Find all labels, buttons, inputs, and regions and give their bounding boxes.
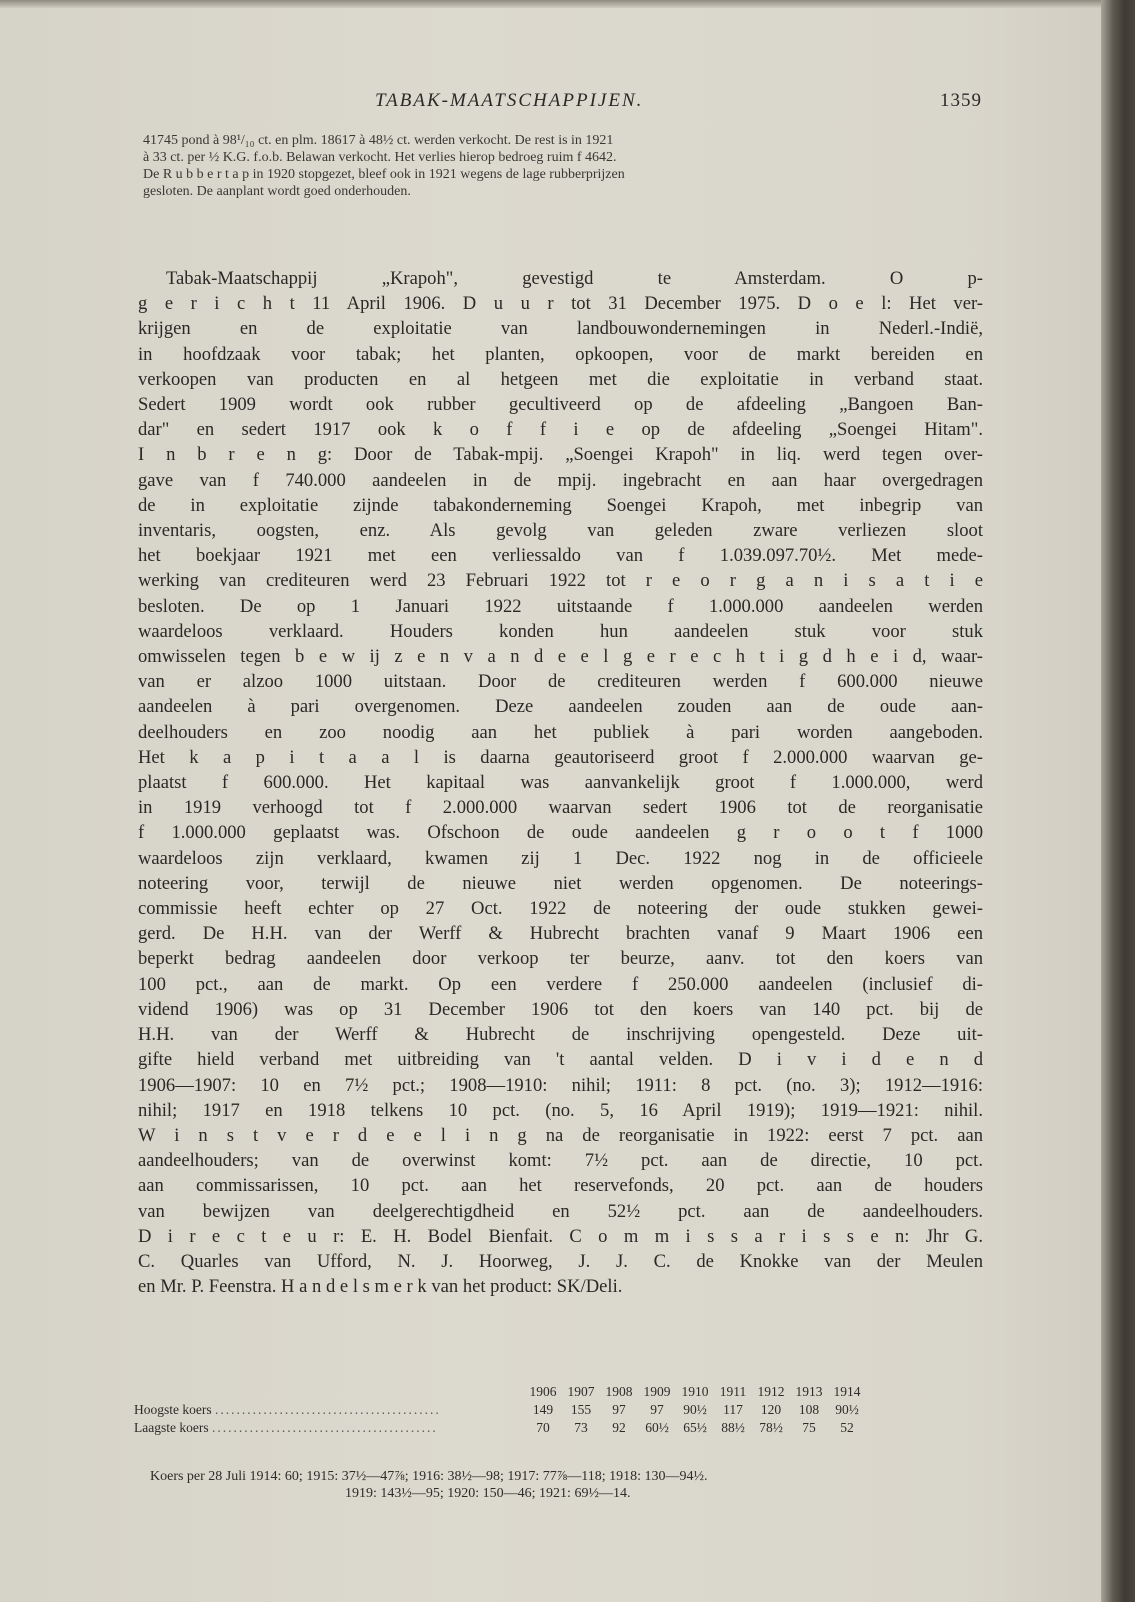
- table-cell: 52: [840, 1420, 854, 1435]
- text-line: W i n s t v e r d e e l i n g na de reorganisatie in 1922: eerst 7 pct. aan: [138, 1124, 983, 1146]
- year-header: 1914: [833, 1384, 861, 1399]
- year-header: 1913: [795, 1384, 823, 1399]
- text-line: omwisselen tegen b e w ij z e n v a n d e e l g e r e c h t i g d h e i d, waar-: [138, 646, 983, 668]
- text-line: het boekjaar 1921 met een verliessaldo van f 1.039.097.70½. Met mede-: [138, 545, 983, 567]
- text-line: plaatst f 600.000. Het kapitaal was aanvankelijk groot f 1.000.000, werd: [138, 772, 983, 794]
- text-line: gerd. De H.H. van der Werff & Hubrecht brachten vanaf 9 Maart 1906 een: [138, 923, 983, 945]
- year-header: 1906: [529, 1384, 557, 1399]
- table-cell: 88½: [721, 1420, 745, 1435]
- text-line: inventaris, oogsten, enz. Als gevolg van geleden zware verliezen sloot: [138, 520, 983, 542]
- text-line: g e r i c h t 11 April 1906. D u u r tot 31 December 1975. D o e l: Het ver-: [138, 293, 983, 315]
- text-line: 41745 pond à 98¹/₁₀ ct. en plm. 18617 à 48½ ct. werden verkocht. De rest is in 1921: [143, 133, 614, 148]
- text-line: D i r e c t e u r: E. H. Bodel Bienfait. C o m m i s s a r i s s e n: Jhr G.: [138, 1225, 983, 1247]
- text-line: de in exploitatie zijnde tabakonderneming Soengei Krapoh, met inbegrip van: [138, 494, 983, 516]
- year-header: 1910: [681, 1384, 709, 1399]
- company-entry-krapoh: [138, 266, 983, 1299]
- text-line: Tabak-Maatschappij „Krapoh", gevestigd te Amsterdam. O p-: [166, 268, 983, 289]
- table-row-laagste: [134, 1419, 866, 1437]
- table-cell: 155: [570, 1402, 592, 1417]
- table-cell: 73: [574, 1420, 588, 1435]
- text-line: dar" en sedert 1917 ook k o f f i e op de afdeeling „Soengei Hitam".: [138, 419, 983, 441]
- koers-footnote: [150, 1468, 970, 1502]
- text-line: besloten. De op 1 Januari 1922 uitstaande f 1.000.000 aandeelen werden: [138, 595, 983, 617]
- text-line: nihil; 1917 en 1918 telkens 10 pct. (no. 5, 16 April 1919); 1919—1921: nihil.: [138, 1099, 983, 1121]
- table-cell: 108: [798, 1402, 820, 1417]
- text-line: gesloten. De aanplant wordt goed onderhouden.: [143, 184, 411, 199]
- text-line: aan commissarissen, 10 pct. aan het reservefonds, 20 pct. aan de houders: [138, 1175, 983, 1197]
- page-top-edge: [0, 0, 1135, 8]
- continued-paragraph: [143, 132, 981, 200]
- page-number: 1359: [940, 90, 982, 111]
- table-cell: 90½: [683, 1402, 707, 1417]
- footnote-line: 1919: 143½—95; 1920: 150—46; 1921: 69½—14.: [345, 1486, 631, 1501]
- text-line: H.H. van der Werff & Hubrecht de inschrijving opengesteld. Deze uit-: [138, 1024, 983, 1046]
- row-label-hoogste: [134, 1401, 524, 1419]
- text-line: in hoofdzaak voor tabak; het planten, opkoopen, voor de markt bereiden en: [138, 343, 983, 365]
- book-binding-edge: [1101, 0, 1135, 1602]
- year-header: 1912: [757, 1384, 785, 1399]
- text-line: C. Quarles van Ufford, N. J. Hoorweg, J. J. C. de Knokke van der Meulen: [138, 1250, 983, 1272]
- footnote-line: Koers per 28 Juli 1914: 60; 1915: 37½—47⅞; 1916: 38½—98; 1917: 77⅞—118; 1918: 130—94½.: [150, 1469, 708, 1484]
- text-line: werking van crediteuren werd 23 Februari 1922 tot r e o r g a n i s a t i e: [138, 570, 983, 592]
- text-line: vidend 1906) was op 31 December 1906 tot den koers van 140 pct. bij de: [138, 998, 983, 1020]
- table-cell: 117: [723, 1402, 743, 1417]
- row-label-text: Laagste koers: [134, 1420, 209, 1435]
- text-line: verkoopen van producten en al hetgeen met die exploitatie in verband staat.: [138, 368, 983, 390]
- text-line: en Mr. P. Feenstra. H a n d e l s m e r k van het product: SK/Deli.: [138, 1276, 623, 1298]
- text-line: aandeelhouders; van de overwinst komt: 7½ pct. aan de directie, 10 pct.: [138, 1150, 983, 1172]
- table-cell: 120: [760, 1402, 782, 1417]
- text-line: à 33 ct. per ½ K.G. f.o.b. Belawan verkocht. Het verlies hierop bedroeg ruim f 4642.: [143, 150, 617, 165]
- text-line: aandeelen à pari overgenomen. Deze aandeelen zouden aan de oude aan-: [138, 696, 983, 718]
- koers-table: [134, 1383, 866, 1437]
- text-line: waardeloos zijn verklaard, kwamen zij 1 Dec. 1922 nog in de officieele: [138, 847, 983, 869]
- table-row-hoogste: [134, 1401, 866, 1419]
- year-header: 1907: [567, 1384, 595, 1399]
- running-title: TABAK-MAATSCHAPPIJEN.: [375, 90, 644, 111]
- koers-table-header-row: [134, 1383, 866, 1401]
- year-header: 1911: [719, 1384, 747, 1399]
- koers-table-corner: [134, 1383, 524, 1401]
- text-line: van bewijzen van deelgerechtigdheid en 52½ pct. aan de aandeelhouders.: [138, 1200, 983, 1222]
- table-cell: 90½: [835, 1402, 859, 1417]
- text-line: De R u b b e r t a p in 1920 stopgezet, bleef ook in 1921 wegens de lage rubberprijzen: [143, 167, 625, 182]
- text-line: Sedert 1909 wordt ook rubber gecultiveerd op de afdeeling „Bangoen Ban-: [138, 394, 983, 416]
- row-label-text: Hoogste koers: [134, 1402, 212, 1417]
- table-cell: 75: [802, 1420, 816, 1435]
- text-line: gave van f 740.000 aandeelen in de mpij. ingebracht en aan haar overgedragen: [138, 469, 983, 491]
- text-line: waardeloos verklaard. Houders konden hun aandeelen stuk voor stuk: [138, 620, 983, 642]
- text-line: van er alzoo 1000 uitstaan. Door de crediteuren werden f 600.000 nieuwe: [138, 671, 983, 693]
- text-line: beperkt bedrag aandeelen door verkoop ter beurze, aanv. tot den koers van: [138, 948, 983, 970]
- dot-leader: ..........................................: [215, 1402, 441, 1417]
- text-line: deelhouders en zoo noodig aan het publiek à pari worden aangeboden.: [138, 721, 983, 743]
- text-line: noteering voor, terwijl de nieuwe niet werden opgenomen. De noteerings-: [138, 872, 983, 894]
- table-cell: 97: [612, 1402, 626, 1417]
- text-line: f 1.000.000 geplaatst was. Ofschoon de oude aandeelen g r o o t f 1000: [138, 822, 983, 844]
- dot-leader: ..........................................: [211, 1420, 438, 1435]
- table-cell: 149: [532, 1402, 554, 1417]
- text-line: 100 pct., aan de markt. Op een verdere f 250.000 aandeelen (inclusief di-: [138, 973, 983, 995]
- table-cell: 92: [612, 1420, 626, 1435]
- table-cell: 60½: [645, 1420, 669, 1435]
- text-line: I n b r e n g: Door de Tabak-mpij. „Soengei Krapoh" in liq. werd tegen over-: [138, 444, 983, 466]
- text-line: Het k a p i t a a l is daarna geautoriseerd groot f 2.000.000 waarvan ge-: [138, 746, 983, 768]
- text-line: 1906—1907: 10 en 7½ pct.; 1908—1910: nihil; 1911: 8 pct. (no. 3); 1912—1916:: [138, 1074, 983, 1096]
- text-line: gifte hield verband met uitbreiding van 't aantal velden. D i v i d e n d: [138, 1049, 983, 1071]
- text-line: krijgen en de exploitatie van landbouwondernemingen in Nederl.-Indië,: [138, 318, 983, 340]
- row-label-laagste: [134, 1419, 524, 1437]
- table-cell: 97: [650, 1402, 664, 1417]
- table-cell: 65½: [683, 1420, 707, 1435]
- text-line: commissie heeft echter op 27 Oct. 1922 de noteering der oude stukken gewei-: [138, 898, 983, 920]
- table-cell: 70: [536, 1420, 550, 1435]
- page-header: [130, 86, 990, 116]
- table-cell: 78½: [759, 1420, 783, 1435]
- year-header: 1909: [643, 1384, 671, 1399]
- text-line: in 1919 verhoogd tot f 2.000.000 waarvan sedert 1906 tot de reorganisatie: [138, 797, 983, 819]
- year-header: 1908: [605, 1384, 633, 1399]
